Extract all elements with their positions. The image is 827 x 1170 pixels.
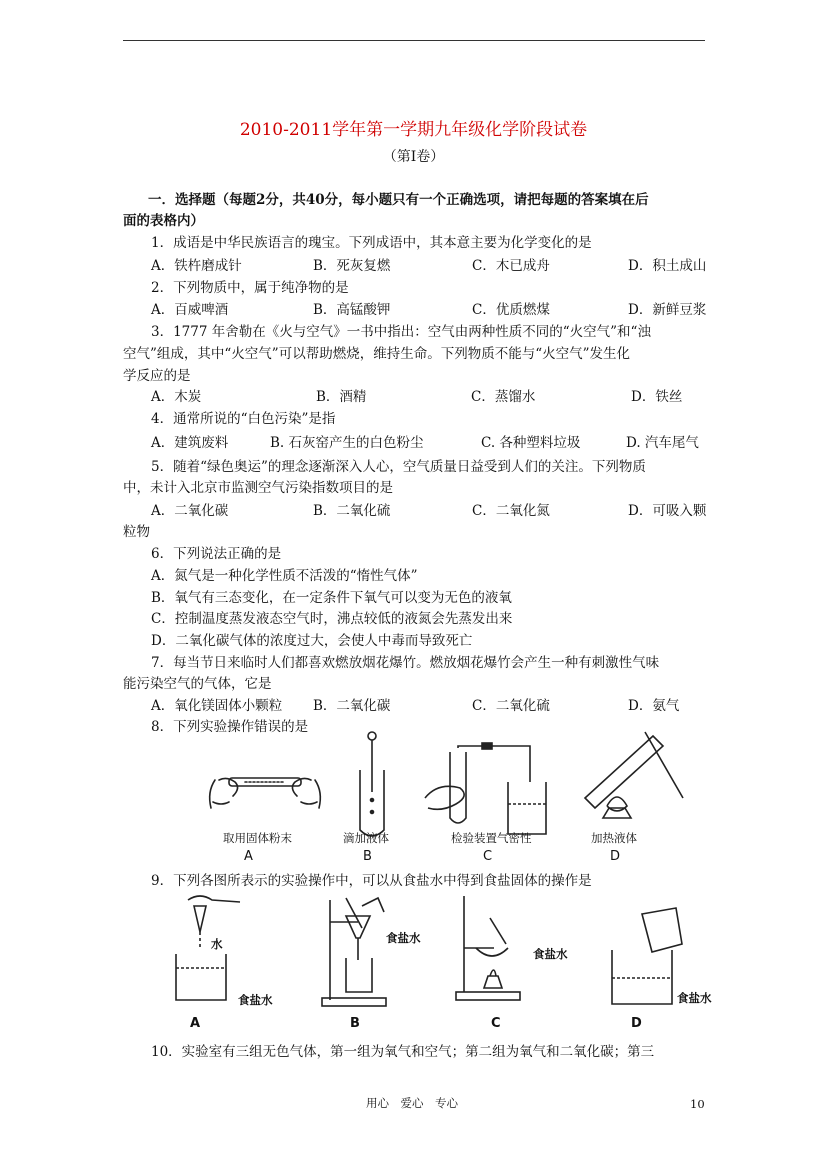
q3-option-b: B．酒精 — [316, 389, 367, 405]
q9-a-salt-label: 食盐水 — [238, 993, 273, 1007]
q7-option-d: D．氨气 — [628, 698, 680, 714]
section-heading-cont: 面的表格内） — [123, 213, 204, 229]
q5-option-b: B．二氧化硫 — [313, 503, 391, 519]
q5-option-d-cont: 粒物 — [123, 524, 150, 540]
section-heading: 一．选择题（每题2分，共40分，每小题只有一个正确选项，请把每题的答案填在后 — [148, 192, 649, 208]
q8-caption-c: 检验装置气密性 — [451, 831, 532, 845]
q9-letter-b: B — [350, 1016, 360, 1031]
q1-option-d: D．积土成山 — [628, 258, 707, 274]
q4-option-c: C. 各种塑料垃圾 — [481, 435, 581, 451]
q8-letter-c: C — [483, 849, 493, 864]
q2-option-d: D．新鲜豆浆 — [628, 302, 707, 318]
q9-letter-c: C — [491, 1016, 501, 1031]
q8-figure-d-illustration — [565, 728, 685, 828]
q1-stem: 1．成语是中华民族语言的瑰宝。下列成语中，其本意主要为化学变化的是 — [151, 235, 592, 251]
q8-letter-d: D — [610, 849, 621, 864]
q5-option-a: A．二氧化碳 — [151, 503, 229, 519]
exam-subtitle: （第Ⅰ卷） — [382, 149, 445, 165]
page-number: 10 — [690, 1097, 705, 1111]
q10-line1: 10．实验室有三组无色气体，第一组为氧气和空气；第二组为氧气和二氧化碳；第三 — [151, 1044, 655, 1060]
q8-caption-a: 取用固体粉末 — [223, 831, 292, 845]
q1-option-a: A．铁杵磨成针 — [151, 258, 242, 274]
q3-line1: 3．1777 年舍勒在《火与空气》一书中指出：空气由两种性质不同的“火空气”和“浊 — [151, 324, 651, 340]
q7-line2: 能污染空气的气体，它是 — [123, 676, 272, 692]
q2-option-a: A．百威啤酒 — [151, 302, 229, 318]
q3-option-a: A．木炭 — [151, 389, 202, 405]
q3-option-c: C．蒸馏水 — [471, 389, 536, 405]
q1-option-b: B．死灰复燃 — [313, 258, 391, 274]
q8-figure-c-illustration — [420, 738, 550, 838]
q8-figure-b-illustration — [352, 730, 392, 840]
q5-option-c: C．二氧化氮 — [472, 503, 550, 519]
q8-stem: 8．下列实验操作错误的是 — [151, 719, 309, 735]
q5-line1: 5．随着“绿色奥运”的理念逐渐深入人心，空气质量日益受到人们的关注。下列物质 — [151, 459, 646, 475]
q6-option-d: D．二氧化碳气体的浓度过大，会使人中毒而导致死亡 — [151, 633, 473, 649]
q9-figure-a-illustration — [170, 892, 250, 1004]
q9-letter-a: A — [190, 1016, 201, 1031]
q9-b-salt-label: 食盐水 — [386, 931, 421, 945]
q6-option-a: A．氮气是一种化学性质不活泼的“惰性气体” — [151, 568, 418, 584]
q2-option-c: C．优质燃煤 — [472, 302, 550, 318]
q8-letter-a: A — [244, 849, 253, 864]
q4-stem: 4．通常所说的“白色污染”是指 — [151, 411, 336, 427]
q8-letter-b: B — [363, 849, 372, 864]
q6-stem: 6．下列说法正确的是 — [151, 546, 282, 562]
exam-title: 2010-2011学年第一学期九年级化学阶段试卷 — [239, 120, 588, 140]
q3-option-d: D．铁丝 — [631, 389, 683, 405]
q8-figure-a-illustration — [205, 762, 325, 822]
q2-option-b: B．高锰酸钾 — [313, 302, 391, 318]
q5-line2: 中，未计入北京市监测空气污染指数项目的是 — [123, 480, 393, 496]
q6-option-c: C．控制温度蒸发液态空气时，沸点较低的液氮会先蒸发出来 — [151, 611, 513, 627]
q4-option-d: D. 汽车尾气 — [626, 435, 699, 451]
q9-letter-d: D — [631, 1016, 642, 1031]
q3-line3: 学反应的是 — [123, 368, 191, 384]
q9-figure-c-illustration — [450, 892, 530, 1004]
q1-option-c: C．木已成舟 — [472, 258, 550, 274]
q9-a-water-label: 水 — [211, 937, 223, 951]
q9-stem: 9．下列各图所表示的实验操作中，可以从食盐水中得到食盐固体的操作是 — [151, 873, 592, 889]
header-rule — [123, 40, 705, 41]
q7-option-b: B．二氧化碳 — [313, 698, 391, 714]
q3-line2: 空气”组成，其中“火空气”可以帮助燃烧，维持生命。下列物质不能与“火空气”发生化 — [123, 346, 631, 362]
q9-d-salt-label: 食盐水 — [677, 991, 712, 1005]
q9-figure-b-illustration — [318, 892, 398, 1010]
q5-option-d: D．可吸入颗 — [628, 503, 707, 519]
q8-caption-d: 加热液体 — [591, 831, 637, 845]
q4-option-a: A．建筑废料 — [151, 435, 229, 451]
q4-option-b: B. 石灰窑产生的白色粉尘 — [270, 435, 424, 451]
q7-option-a: A．氧化镁固体小颗粒 — [151, 698, 283, 714]
q7-line1: 7．每当节日来临时人们都喜欢燃放烟花爆竹。燃放烟花爆竹会产生一种有刺激性气味 — [151, 655, 660, 671]
q6-option-b: B．氧气有三态变化，在一定条件下氧气可以变为无色的液氧 — [151, 590, 512, 606]
q9-c-salt-label: 食盐水 — [533, 947, 568, 961]
footer-motto: 用心 爱心 专心 — [366, 1096, 458, 1110]
q8-caption-b: 滴加液体 — [343, 831, 389, 845]
q7-option-c: C．二氧化硫 — [472, 698, 550, 714]
q2-stem: 2．下列物质中，属于纯净物的是 — [151, 280, 349, 296]
